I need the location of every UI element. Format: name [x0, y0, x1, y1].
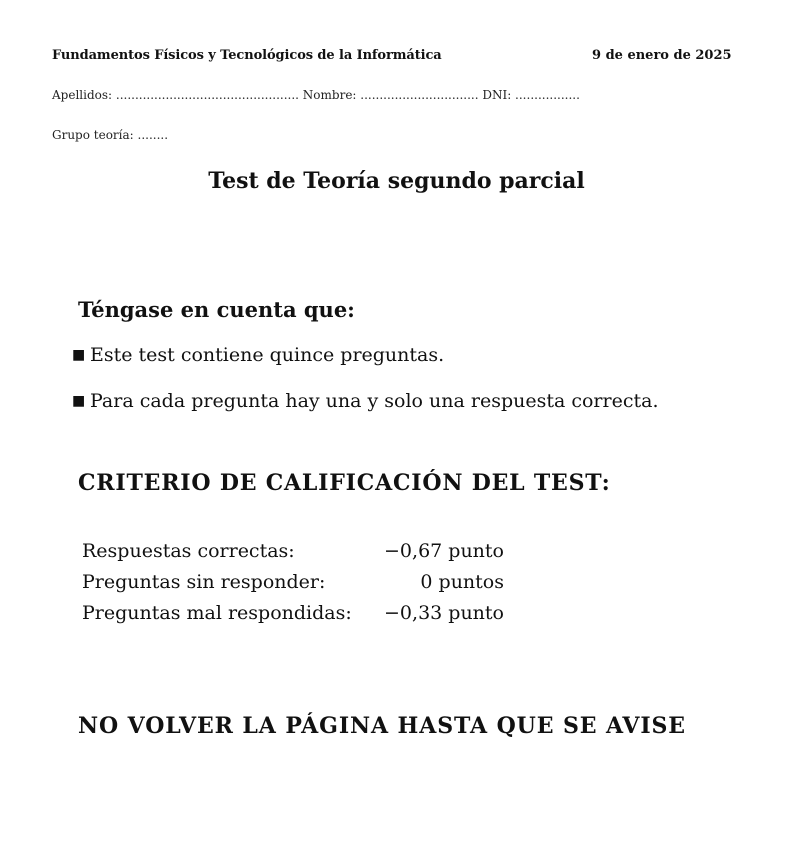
criteria-label: Respuestas correctas:: [82, 539, 295, 562]
criteria-value: −0,33 punto: [384, 601, 504, 624]
do-not-turn-warning: NO VOLVER LA PÁGINA HASTA QUE SE AVISE: [78, 713, 686, 739]
criteria-value: 0 puntos: [420, 570, 504, 593]
criteria-label: Preguntas mal respondidas:: [82, 601, 352, 624]
surname-name-dni-line: Apellidos: ................................................ Nombre: ............................... DNI: .................: [52, 88, 580, 102]
notice-heading: Téngase en cuenta que:: [78, 297, 355, 322]
criteria-value: −0,67 punto: [384, 539, 504, 562]
list-item: [72, 340, 658, 386]
table-row: [82, 566, 504, 597]
bullet-icon: ■: [72, 347, 86, 363]
notice-item-text: Este test contiene quince preguntas.: [90, 344, 445, 366]
notice-item-text: Para cada pregunta hay una y solo una respuesta correcta.: [90, 390, 659, 412]
bullet-icon: ■: [72, 393, 86, 409]
grading-criteria-table: [82, 535, 504, 628]
list-item: [72, 386, 658, 432]
table-row: [82, 597, 504, 628]
exam-date: 9 de enero de 2025: [592, 48, 732, 63]
criteria-heading: CRITERIO DE CALIFICACIÓN DEL TEST:: [78, 470, 611, 496]
notice-list: [72, 340, 658, 432]
criteria-label: Preguntas sin responder:: [82, 570, 326, 593]
page-title: Test de Teoría segundo parcial: [208, 168, 585, 194]
table-row: [82, 535, 504, 566]
theory-group-line: Grupo teoría: ........: [52, 128, 169, 142]
course-name: Fundamentos Físicos y Tecnológicos de la Informática: [52, 48, 442, 63]
